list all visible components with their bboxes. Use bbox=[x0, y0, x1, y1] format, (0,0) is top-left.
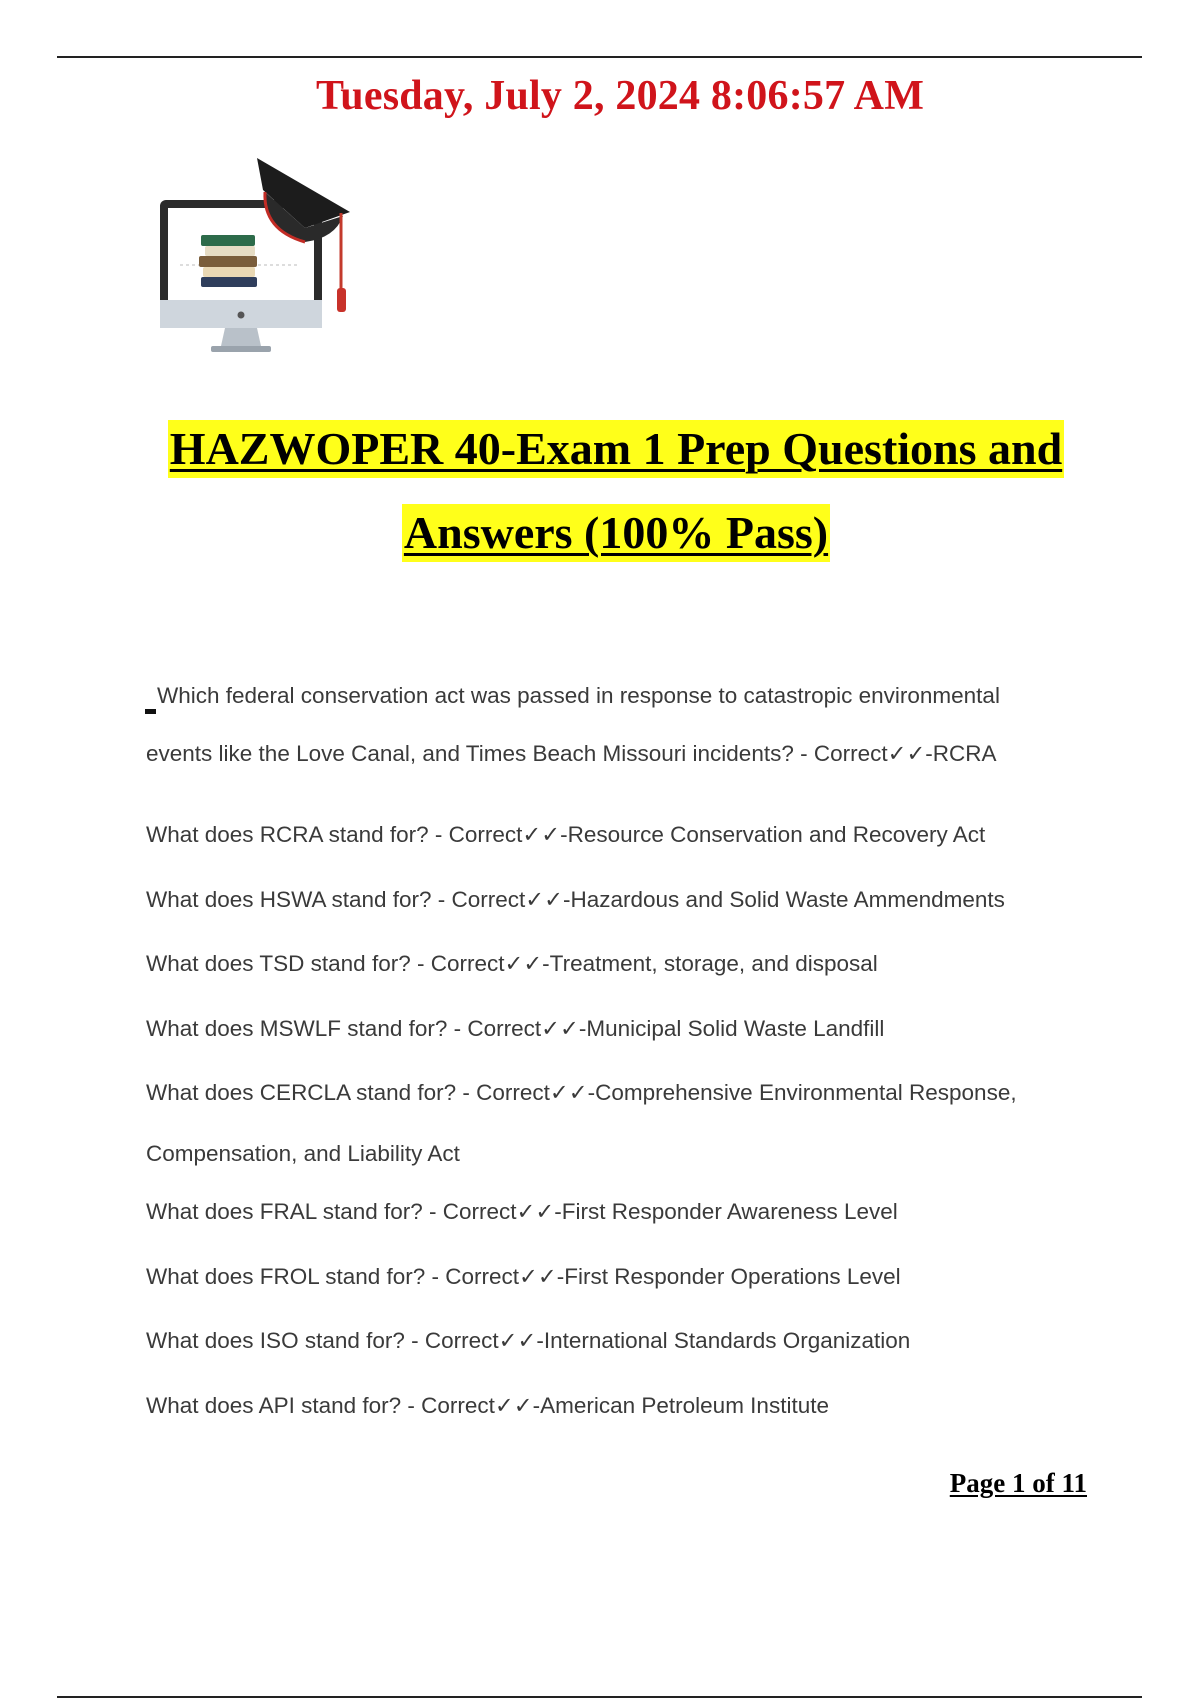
qa-line: What does MSWLF stand for? - Correct✓✓-Municipal Solid Waste Landfill bbox=[146, 1016, 885, 1041]
qa-line: What does RCRA stand for? - Correct✓✓-Resource Conservation and Recovery Act bbox=[146, 822, 986, 847]
qa-line: What does FROL stand for? - Correct✓✓-First Responder Operations Level bbox=[146, 1264, 901, 1289]
page-number: Page 1 of 11 bbox=[949, 1468, 1087, 1498]
qa-line: What does CERCLA stand for? - Correct✓✓-Comprehensive Environmental Response, bbox=[146, 1080, 1017, 1105]
graduation-computer-icon bbox=[145, 150, 375, 370]
qa-line: What does ISO stand for? - Correct✓✓-International Standards Organization bbox=[146, 1328, 911, 1353]
bullet-marker bbox=[145, 709, 156, 714]
document-title bbox=[0, 420, 1200, 562]
top-rule bbox=[57, 56, 1142, 58]
qa-line: What does API stand for? - Correct✓✓-American Petroleum Institute bbox=[146, 1393, 829, 1418]
qa-line: What does TSD stand for? - Correct✓✓-Treatment, storage, and disposal bbox=[146, 951, 878, 976]
document-datetime: Tuesday, July 2, 2024 8:06:57 AM bbox=[315, 73, 925, 119]
qa-line: Compensation, and Liability Act bbox=[146, 1141, 460, 1166]
qa-line: Which federal conservation act was passed in response to catastropic environmental bbox=[157, 683, 1000, 708]
bottom-rule bbox=[57, 1696, 1142, 1698]
qa-line: What does FRAL stand for? - Correct✓✓-First Responder Awareness Level bbox=[146, 1199, 898, 1224]
qa-line: What does HSWA stand for? - Correct✓✓-Hazardous and Solid Waste Ammendments bbox=[146, 887, 1005, 912]
title-line-1: HAZWOPER 40-Exam 1 Prep Questions and bbox=[168, 420, 1064, 478]
qa-line: events like the Love Canal, and Times Beach Missouri incidents? - Correct✓✓-RCRA bbox=[146, 741, 997, 766]
title-line-2: Answers (100% Pass) bbox=[402, 504, 830, 562]
